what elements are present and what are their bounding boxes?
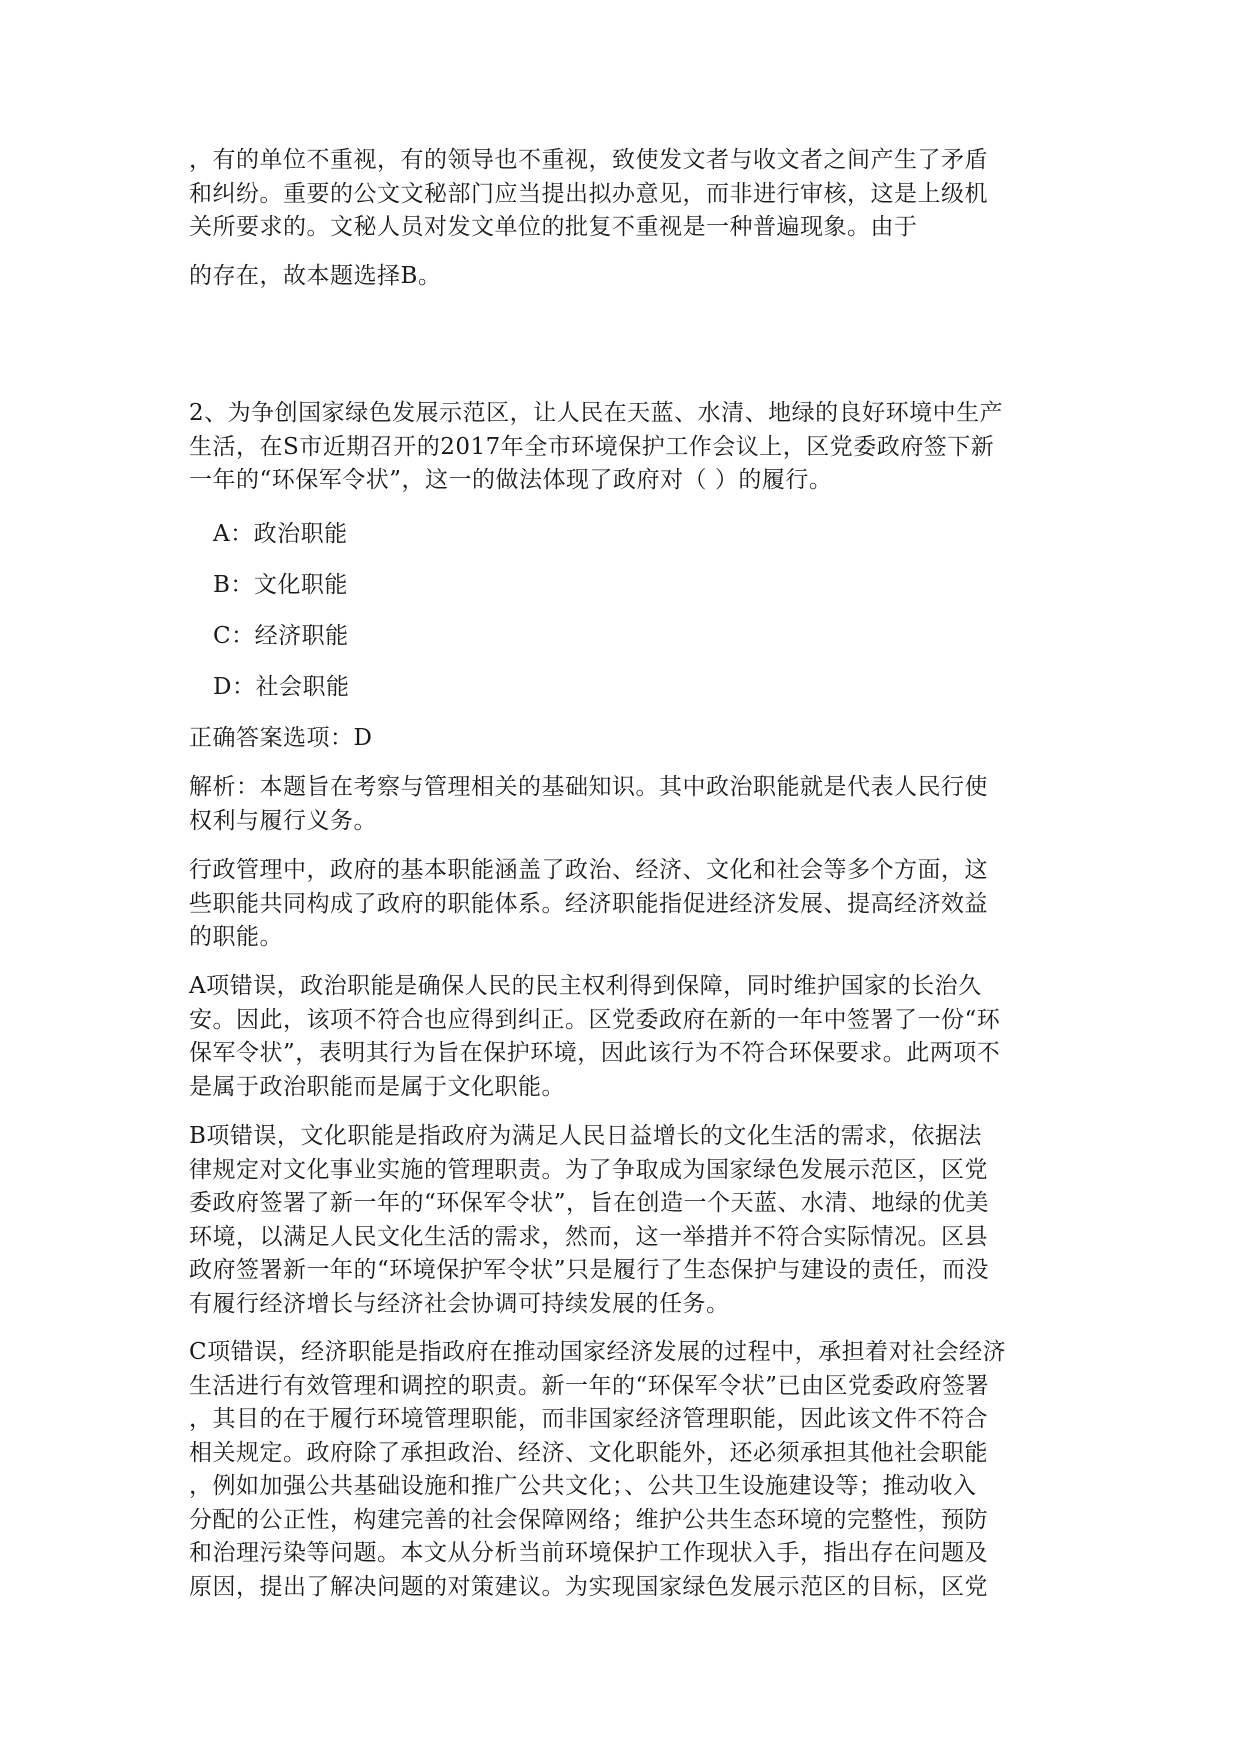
analysis-paragraph-2: 行政管理中，政府的基本职能涵盖了政治、经济、文化和社会等多个方面，这 些职能共同构成了政府的职能体系。经济职能指促进经济发展、提高经济效益 的职能。	[189, 857, 988, 950]
previous-explanation-conclusion: 的存在，故本题选择B。	[189, 263, 442, 289]
correct-answer: 正确答案选项：D	[189, 725, 373, 751]
analysis-option-c: C项错误，经济职能是指政府在推动国家经济发展的过程中，承担着对社会经济 生活进行有效管理和调控的职责。新一年的“环保军令状”已由区党委政府签署 ，其目的在于履行环境管理职能，而非国家经济管理职能，因此该文件不符合 相关规定。政府除了承担政治、经济、文化职能外，还必须承担其他社会职能 ，例如加强公共基础设施和推广公共文化；、公共卫生设施建设等；推动收入 分配的公正性，构建完善的社会保障网络；维护公共生态环境的完整性，预防 和治理污染等问题。本文从分析当前环境保护工作现状入手，指出存在问题及 原因，提出了解决问题的对策建议。为实现国家绿色发展示范区的目标，区党	[189, 1339, 1007, 1600]
analysis-option-b: B项错误，文化职能是指政府为满足人民日益增长的文化生活的需求，依据法 律规定对文化事业实施的管理职责。为了争取成为国家绿色发展示范区，区党 委政府签署了新一年的“环保军令状”，旨在创造一个天蓝、水清、地绿的优美 环境，以满足人民文化生活的需求，然而，这一举措并不符合实际情况。区县 政府签署新一年的“环境保护军令状”只是履行了生态保护与建设的责任，而没 有履行经济增长与经济社会协调可持续发展的任务。	[189, 1123, 990, 1317]
option-d: D：社会职能	[213, 674, 350, 700]
option-c: C：经济职能	[213, 623, 349, 649]
question-stem: 2、为争创国家绿色发展示范区，让人民在天蓝、水清、地绿的良好环境中生产 生活，在S市近期召开的2017年全市环境保护工作会议上，区党委政府签下新 一年的“环保军令状”，这一的做法体现了政府对（ ）的履行。	[189, 400, 1004, 493]
option-b: B：文化职能	[213, 572, 348, 598]
analysis-option-a: A项错误，政治职能是确保人民的民主权利得到保障，同时维护国家的长治久 安。因此，该项不符合也应得到纠正。区党委政府在新的一年中签署了一份“环 保军令状”，表明其行为旨在保护环境，因此该行为不符合环保要求。此两项不 是属于政治职能而是属于文化职能。	[189, 973, 1001, 1100]
analysis-intro: 解析：本题旨在考察与管理相关的基础知识。其中政治职能就是代表人民行使 权利与履行义务。	[189, 774, 988, 834]
option-a: A：政治职能	[213, 521, 348, 547]
previous-explanation-paragraph: ，有的单位不重视，有的领导也不重视，致使发文者与收文者之间产生了矛盾 和纠纷。重要的公文文秘部门应当提出拟办意见，而非进行审核，这是上级机 关所要求的。文秘人员对发文单位的批复不重视是一种普遍现象。由于	[189, 147, 988, 240]
